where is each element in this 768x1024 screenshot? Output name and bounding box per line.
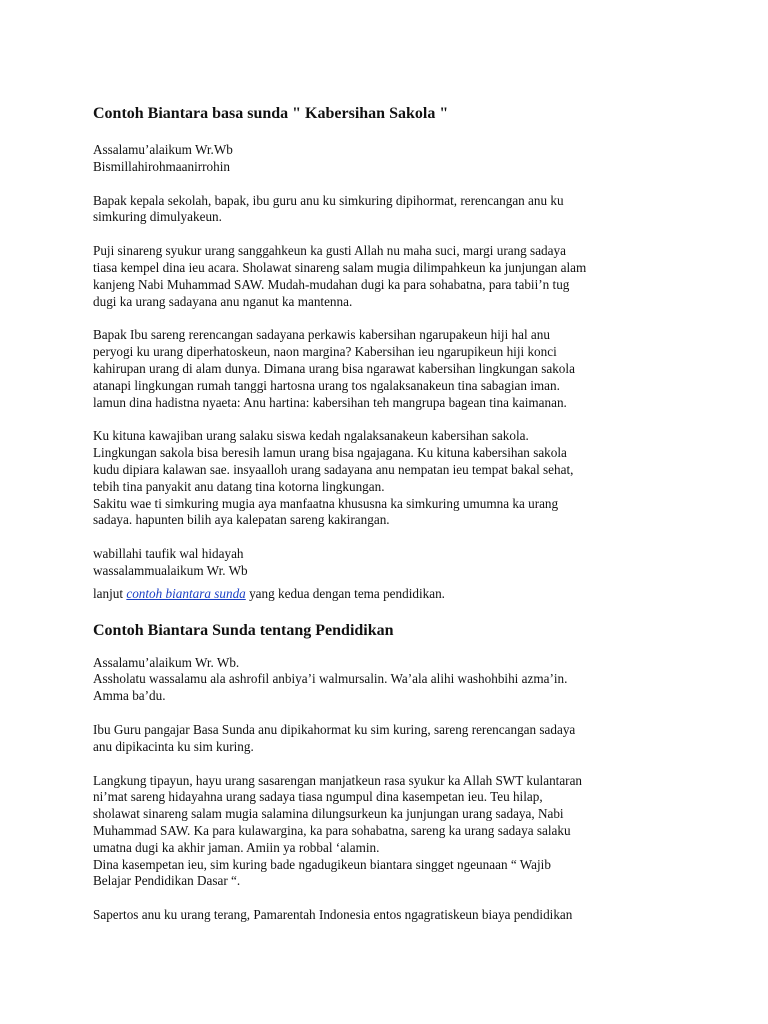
text-line: Puji sinareng syukur urang sanggahkeun ka gusti Allah nu maha suci, margi urang sadaya [93,243,566,259]
document-title-kabersihan: Contoh Biantara basa sunda " Kabersihan Sakola " [93,105,449,122]
text-line: Assholatu wassalamu ala ashrofil anbiya’i walmursalin. Wa’ala alihi washohbihi azma’in. [93,671,568,687]
text-line: kudu dipiara kalawan sae. insyaalloh urang sadayana anu nempatan ieu tempat bakal sehat, [93,461,574,477]
text-line: Amma ba’du. [93,688,166,704]
text-line: lamun dina hadistna nyaeta: Anu hartina: kabersihan teh mangrupa bagean tina kaimanan. [93,394,567,410]
text-line: Assalamu’alaikum Wr. Wb. [93,654,240,670]
text-line: Lingkungan sakola bisa beresih lamun urang bisa ngajagana. Ku kituna kabersihan sakola [93,445,567,461]
text-line: Langkung tipayun, hayu urang sasarengan manjatkeun rasa syukur ka Allah SWT kulantaran [93,772,583,788]
continue-note [93,586,678,603]
teacher-paragraph [93,722,678,756]
text-line: Assalamu’alaikum Wr.Wb [93,142,233,157]
text-line: Bapak Ibu sareng rerencangan sadayana perkawis kabersihan ngarupakeun hiji hal anu [93,327,550,343]
text-line: ni’mat sareng hidayahna urang sadaya tiasa ngumpul dina kasempetan ieu. Teu hilap, [93,789,543,805]
text-line: Sakitu wae ti simkuring mugia aya manfaatna khususna ka simkuring umumna ka urang [93,495,559,511]
greeting-paragraph-2 [93,655,678,705]
text-line: Sapertos anu ku urang terang, Pamarentah Indonesia entos ngagratiskeun biaya pendidikan [93,907,573,923]
opening-paragraph [93,193,678,227]
text-line: tebih tina panyakit anu datang tina kotorna lingkungan. [93,478,385,494]
praise-paragraph [93,243,678,310]
continue-prefix: lanjut [93,585,127,601]
text-line: kanjeng Nabi Muhammad SAW. Mudah-mudahan dugi ka para sohabatna, para tabii’n tug [93,276,570,292]
duty-paragraph [93,428,678,529]
text-line: wabillahi taufik wal hidayah [93,546,244,562]
text-line: Bapak kepala sekolah, bapak, ibu guru anu ku simkuring dipihormat, rerencangan anu ku [93,192,564,208]
closing-paragraph [93,546,678,580]
text-line: sholawat sinareng salam mugia salamina dilungsurkeun ka junjungan urang sadaya, Nabi [93,806,564,822]
text-line: wassalammualaikum Wr. Wb [93,562,248,578]
document-page [93,104,678,924]
document-title-pendidikan: Contoh Biantara Sunda tentang Pendidikan [93,621,394,639]
text-line: tiasa kempel dina ieu acara. Sholawat sinareng salam mugia dilimpahkeun ka junjungan alam [93,259,587,275]
education-paragraph [93,907,678,924]
continue-suffix: yang kedua dengan tema pendidikan. [245,585,445,601]
text-line: Belajar Pendidikan Dasar “. [93,873,241,889]
gratitude-paragraph [93,773,678,891]
text-line: dugi ka urang sadayana anu nganut ka mantenna. [93,293,353,309]
text-line: sadaya. hapunten bilih aya kalepatan sareng kakirangan. [93,512,390,528]
text-line: umatna dugi ka akhir jaman. Amiin ya robbal ‘alamin. [93,839,380,855]
text-line: Bismillahirohmaanirrohin [93,158,230,174]
text-line: atanapi lingkungan rumah tanggi hartosna urang tos ngalaksanakeun tina sabagian iman. [93,377,560,393]
greeting-paragraph [93,142,678,176]
text-line: Muhammad SAW. Ka para kulawargina, ka para sohabatna, sareng ka urang sadaya salaku [93,822,571,838]
text-line: kahirupan urang di alam dunya. Dimana urang bisa ngarawat kabersihan lingkungan sakola [93,360,575,376]
cleanliness-paragraph [93,327,678,411]
text-line: Ku kituna kawajiban urang salaku siswa kedah ngalaksanakeun kabersihan sakola. [93,428,529,444]
text-line: anu dipikacinta ku sim kuring. [93,738,254,754]
text-line: peryogi ku urang diperhatoskeun, naon margina? Kabersihan ieu ngarupikeun hiji konci [93,344,557,360]
text-line: simkuring dimulyakeun. [93,209,222,225]
text-line [93,586,678,603]
contoh-biantara-sunda-link[interactable]: contoh biantara sunda [126,585,246,601]
text-line: Ibu Guru pangajar Basa Sunda anu dipikahormat ku sim kuring, sareng rerencangan sadaya [93,721,576,737]
text-line: Dina kasempetan ieu, sim kuring bade ngadugikeun biantara singget ngeunaan “ Wajib [93,856,551,872]
